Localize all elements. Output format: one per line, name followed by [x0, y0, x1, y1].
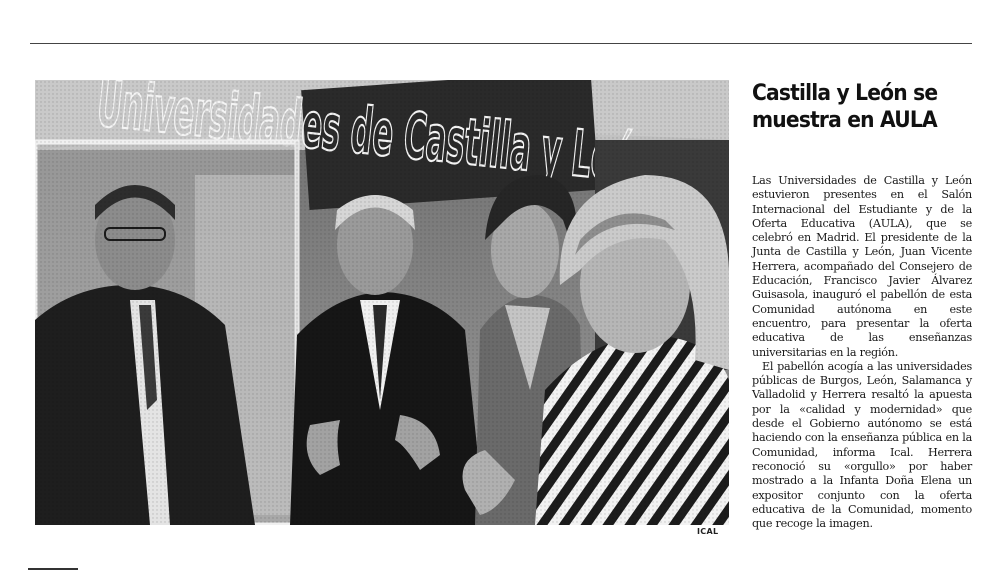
article-body	[752, 174, 972, 531]
article-paragraph-1: Las Universidades de Castilla y León estuvieron presentes en el Salón Internacional del Estudiante y de la Oferta Educativa (AULA), que se celebró en Madrid. El presidente de la Junta de Castilla y León, Juan Vicente Herrera, acompañado del Consejero de Educación, Francisco Javier Álvarez Guisasola, inauguró el pabellón de esta Comunidad autónoma en este encuentro, para presentar la oferta educativa de las enseñanzas universitarias en la región.	[752, 174, 972, 359]
article-headline: Castilla y León se muestra en AULA	[752, 80, 938, 133]
photo-credit: ICAL	[697, 527, 719, 536]
top-rule	[30, 43, 972, 44]
article-paragraph-2: El pabellón acogía a las universidades públicas de Burgos, León, Salamanca y Valladolid y Herrera resaltó la apuesta por la «calidad y modernidad» que desde el Gobierno autónomo se está haciendo con la enseñanza pública en la Comunidad, informa Ical. Herrera reconoció su «orgullo» por haber mostrado a la Infanta Doña Elena un expositor conjunto con la oferta educativa de la Comunidad, momento que recoge la imagen.	[752, 359, 972, 531]
news-photo	[35, 80, 729, 525]
article	[752, 80, 972, 531]
bottom-rule	[28, 568, 78, 570]
